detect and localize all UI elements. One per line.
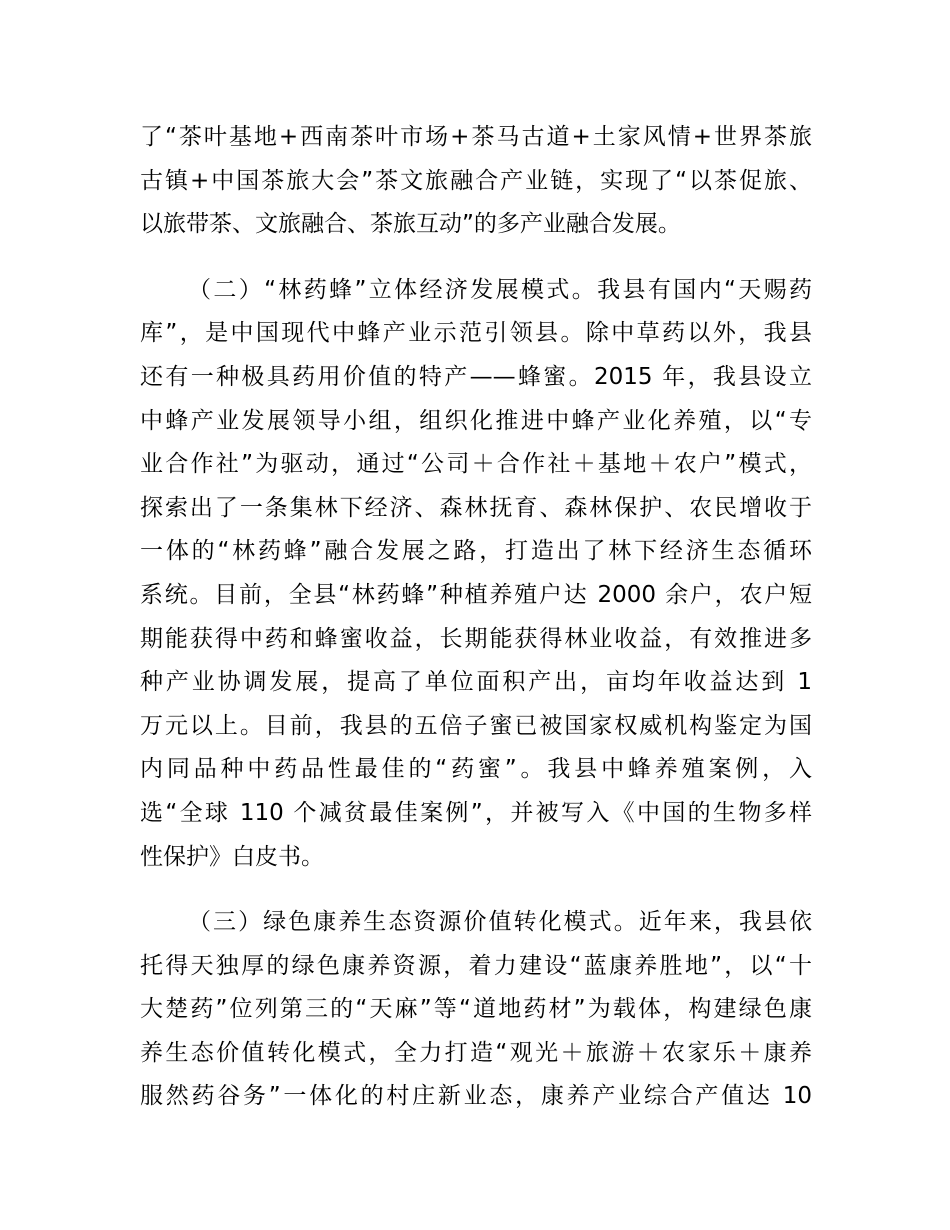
text-line: 性保护》白皮书。: [140, 843, 324, 870]
text-line: 以旅带茶、文旅融合、茶旅互动”的多产业融合发展。: [140, 211, 681, 238]
text-line: 系统。目前，全县“林药蜂”种植养殖户达 2000 余户，农户短: [140, 581, 812, 608]
text-line: 古镇+中国茶旅大会”茶文旅融合产业链，实现了“以茶促旅、: [140, 167, 812, 194]
text-line: 中蜂产业发展领导小组，组织化推进中蜂产业化养殖，以“专: [140, 407, 812, 434]
text-line: 一体的“林药蜂”融合发展之路，打造出了林下经济生态循环: [140, 538, 812, 565]
text-line: （二）“林药蜂”立体经济发展模式。我县有国内“天赐药: [188, 276, 812, 303]
document-body: [140, 116, 812, 1119]
paragraph-forest-medicine-bee: [140, 269, 812, 879]
text-line: 大楚药”位列第三的“天麻”等“道地药材”为载体，构建绿色康: [140, 996, 812, 1023]
text-line: 选“全球 110 个减贫最佳案例”，并被写入《中国的生物多样: [140, 799, 812, 826]
text-line: 种产业协调发展，提高了单位面积产出，亩均年收益达到 1: [140, 669, 812, 696]
text-line: 托得天独厚的绿色康养资源，着力建设“蓝康养胜地”，以“十: [140, 952, 812, 979]
text-line: （三）绿色康养生态资源价值转化模式。近年来，我县依: [188, 909, 812, 936]
paragraph-tea-tourism: [140, 116, 812, 247]
text-line: 库”，是中国现代中蜂产业示范引领县。除中草药以外，我县: [140, 320, 812, 347]
text-line: 养生态价值转化模式，全力打造“观光＋旅游＋农家乐＋康养: [140, 1039, 812, 1066]
text-line: 探索出了一条集林下经济、森林抚育、森林保护、农民增收于: [140, 494, 812, 521]
paragraph-green-wellness: [140, 901, 812, 1119]
text-line: 期能获得中药和蜂蜜收益，长期能获得林业收益，有效推进多: [140, 625, 812, 652]
text-line: 还有一种极具药用价值的特产——蜂蜜。2015 年，我县设立: [140, 363, 812, 390]
text-line: 万元以上。目前，我县的五倍子蜜已被国家权威机构鉴定为国: [140, 712, 812, 739]
text-line: 服然药谷务”一体化的村庄新业态，康养产业综合产值达 10: [140, 1083, 812, 1110]
text-line: 了“茶叶基地+西南茶叶市场+茶马古道+土家风情+世界茶旅: [140, 124, 812, 150]
text-line: 业合作社”为驱动，通过“公司＋合作社＋基地＋农户”模式，: [140, 451, 812, 478]
text-line: 内同品种中药品性最佳的“药蜜”。我县中蜂养殖案例，入: [140, 756, 812, 783]
